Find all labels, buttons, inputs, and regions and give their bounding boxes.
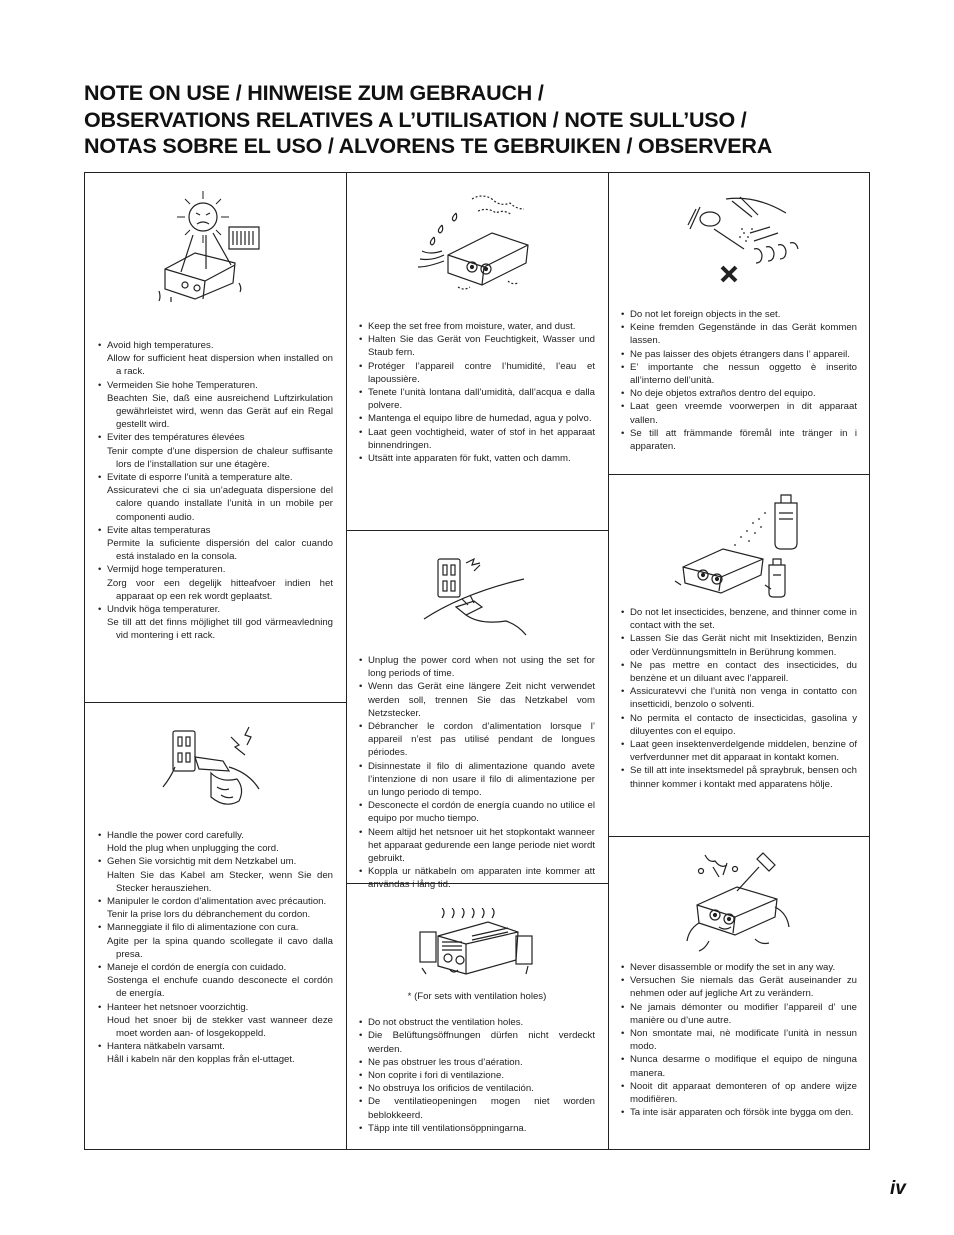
list-item: • Do not obstruct the ventilation holes. xyxy=(359,1016,595,1029)
list-item: • Nunca desarme o modifique el equipo de ninguna manera. xyxy=(621,1053,857,1079)
column-1 xyxy=(85,173,347,1149)
insecticide-text xyxy=(621,606,857,791)
water-dust-illustration-icon xyxy=(346,189,608,299)
list-item: • No deje objetos extraños dentro del equipo. xyxy=(621,387,857,400)
list-item: • Hantera nätkabeln varsamt. Håll i kabeln när den kopplas från el-uttaget. xyxy=(98,1040,333,1066)
cell-ventilation xyxy=(346,883,608,1149)
list-item: • Maneje el cordón de energía con cuidado. Sostenga el enchufe cuando desconecte el cordón de energía. xyxy=(98,961,333,1001)
list-item: • Hanteer het netsnoer voorzichtig. Houd het snoer bij de stekker vast wanneer deze moet worden aan- of losgekoppeld. xyxy=(98,1001,333,1041)
list-item: • Nooit dit apparaat demonteren of op andere wijze modifiëren. xyxy=(621,1080,857,1106)
cell-disassemble xyxy=(608,836,870,1149)
list-item: • Vermijd hoge temperaturen. Zorg voor een degelijk hitteafvoer indien het apparaat op een rek wordt geplaatst. xyxy=(98,563,333,603)
spray-cans-illustration-icon xyxy=(608,491,870,601)
column-2 xyxy=(346,173,609,1149)
cell-foreign xyxy=(608,173,870,474)
list-item: • No permita el contacto de insecticidas, gasolina y diluyentes con el equipo. xyxy=(621,712,857,738)
page-title xyxy=(84,80,884,160)
list-item: • E’ importante che nessun oggetto è inserito all’interno dell’unità. xyxy=(621,361,857,387)
unplug-text xyxy=(359,654,595,892)
list-item: • Débrancher le cordon d’alimentation lorsque l’ appareil n’est pas utilisé pendant de longues périodes. xyxy=(359,720,595,760)
list-item: • Manipuler le cordon d’alimentation avec précaution. Tenir la prise lors du débranchement du cordon. xyxy=(98,895,333,921)
list-item: • Gehen Sie vorsichtig mit dem Netzkabel um. Halten Sie das Kabel am Stecker, wenn Sie den Stecker herausziehen. xyxy=(98,855,333,895)
list-item: • No obstruya los orificios de ventilación. xyxy=(359,1082,595,1095)
list-item: • Se till att främmande föremål inte tränger in i apparaten. xyxy=(621,427,857,453)
list-item: • Non coprite i fori di ventilazione. xyxy=(359,1069,595,1082)
covered-vents-illustration-icon xyxy=(346,908,608,978)
list-item: • Avoid high temperatures. Allow for sufficient heat dispersion when installed on a rack. xyxy=(98,339,333,379)
moisture-text xyxy=(359,320,595,465)
cell-heat xyxy=(85,173,346,702)
list-item: • Laat geen vochtigheid, water of stof in het apparaat binnendringen. xyxy=(359,426,595,452)
list-item: • Manneggiate il filo di alimentazione con cura. Agite per la spina quando scollegate il cavo dalla presa. xyxy=(98,921,333,961)
list-item: • Undvik höga temperaturer. Se till att det finns möjlighet till god värmeavledning vid montering i ett rack. xyxy=(98,603,333,643)
cell-moisture xyxy=(346,173,608,530)
sun-heat-illustration-icon xyxy=(85,187,346,307)
list-item: • Laat geen insektenverdelgende middelen, benzine of verfverdunner met dit apparaat in kontakt komen. xyxy=(621,738,857,764)
list-item: • Mantenga el equipo libre de humedad, agua y polvo. xyxy=(359,412,595,425)
cell-unplug xyxy=(346,530,608,891)
page-number: iv xyxy=(890,1178,906,1199)
list-item: • Assicuratevvi che l’unità non venga in contatto con insetticidi, benzolo o solventi. xyxy=(621,685,857,711)
list-item: • Desconecte el cordón de energía cuando no utilice el equipo por mucho tiempo. xyxy=(359,799,595,825)
list-item: • Keep the set free from moisture, water, and dust. xyxy=(359,320,595,333)
column-3 xyxy=(608,173,870,1149)
list-item: • Ne jamais démonter ou modifier l’appareil d’ une manière ou d’une autre. xyxy=(621,1001,857,1027)
list-item: • Die Belüftungsöffnungen dürfen nicht verdeckt werden. xyxy=(359,1029,595,1055)
list-item: • Do not let foreign objects in the set. xyxy=(621,308,857,321)
list-item: • Wenn das Gerät eine längere Zeit nicht verwendet werden soll, trennen Sie das Netzkabel vom Netzstecker. xyxy=(359,680,595,720)
foreign-text xyxy=(621,308,857,453)
list-item: • De ventilatieopeningen mogen niet worden beblokkeerd. xyxy=(359,1095,595,1121)
list-item: • Ne pas laisser des objets étrangers dans l’ appareil. xyxy=(621,348,857,361)
ventilation-text xyxy=(359,990,595,1135)
list-item: • Ne pas obstruer les trous d’aération. xyxy=(359,1056,595,1069)
list-item: • Koppla ur nätkabeln om apparaten inte kommer att användas i lång tid. xyxy=(359,865,595,891)
list-item: • Halten Sie das Gerät von Feuchtigkeit, Wasser und Staub fern. xyxy=(359,333,595,359)
list-item: • Se till att inte insektsmedel på spraybruk, bensen och thinner kommer i kontakt med apparatens hölje. xyxy=(621,764,857,790)
heat-text xyxy=(98,339,333,643)
list-item: • Eviter des températures élevées Tenir compte d’une dispersion de chaleur suffisante lors de l’installation sur une étagère. xyxy=(98,431,333,471)
cell-insecticide xyxy=(608,474,870,836)
list-item: • Never disassemble or modify the set in any way. xyxy=(621,961,857,974)
title-line: NOTE ON USE / HINWEISE ZUM GEBRAUCH / xyxy=(84,81,544,105)
cell-cord xyxy=(85,702,346,1149)
list-item: • Keine fremden Gegenstände in das Gerät kommen lassen. xyxy=(621,321,857,347)
list-item: • Tenete l’unità lontana dall’umidità, dall’acqua e dalla polvere. xyxy=(359,386,595,412)
cord-text xyxy=(98,829,333,1067)
list-item: • Lassen Sie das Gerät nicht mit Insektiziden, Benzin oder Verdünnungsmitteln in Berührung kommen. xyxy=(621,632,857,658)
disassemble-text xyxy=(621,961,857,1119)
list-item: • Ne pas mettre en contact des insecticides, du benzène et un diluant avec l’appareil. xyxy=(621,659,857,685)
list-item: • Do not let insecticides, benzene, and thinner come in contact with the set. xyxy=(621,606,857,632)
foreign-objects-illustration-icon xyxy=(608,189,870,289)
list-item: • Vermeiden Sie hohe Temperaturen. Beachten Sie, daß eine ausreichend Luftzirkulation gewährleistet wird, wenn das Gerät auf ein Regal gestellt wird. xyxy=(98,379,333,432)
list-item: • Täpp inte till ventilationsöppningarna. xyxy=(359,1122,595,1135)
list-item: • Protéger l’appareil contre l’humidité, l’eau et lapoussière. xyxy=(359,360,595,386)
list-item: • Evitate di esporre l’unità a temperature alte. Assicuratevi che ci sia un’adeguata dispersione del calore quando installate l’unità in un mobile per componenti audio. xyxy=(98,471,333,524)
list-item: • Utsätt inte apparaten för fukt, vatten och damm. xyxy=(359,452,595,465)
ventilation-footnote: * (For sets with ventilation holes) xyxy=(407,991,547,1002)
title-line: OBSERVATIONS RELATIVES A L’UTILISATION / NOTE SULL’USO / xyxy=(84,107,747,132)
list-item: • Non smontate mai, nè modificate l’unità in nessun modo. xyxy=(621,1027,857,1053)
hand-plug-illustration-icon xyxy=(85,717,346,817)
list-item: • Handle the power cord carefully. Hold the plug when unplugging the cord. xyxy=(98,829,333,855)
outlet-unplugged-illustration-icon xyxy=(346,549,608,639)
list-item: • Disinnestate il filo di alimentazione quando avete l’intenzione di non usare il filo di alimentazione per un lungo periodo di tempo. xyxy=(359,760,595,800)
list-item: • Ta inte isär apparaten och försök inte bygga om den. xyxy=(621,1106,857,1119)
list-item: • Evite altas temperaturas Permite la suficiente dispersión del calor cuando está instalado en la consola. xyxy=(98,524,333,564)
list-item: • Versuchen Sie niemals das Gerät auseinander zu nehmen oder auf jegliche Art zu verändern. xyxy=(621,974,857,1000)
list-item: • Neem altijd het netsnoer uit het stopkontakt wanneer het apparaat gedurende een lange periode niet wordt gebruikt. xyxy=(359,826,595,866)
list-item: • Laat geen vreemde voorwerpen in dit apparaat vallen. xyxy=(621,400,857,426)
notes-grid xyxy=(84,172,870,1150)
title-line: NOTAS SOBRE EL USO / ALVORENS TE GEBRUIKEN / OBSERVERA xyxy=(84,134,773,158)
screwdriver-disassembly-illustration-icon xyxy=(608,849,870,959)
list-item: • Unplug the power cord when not using the set for long periods of time. xyxy=(359,654,595,680)
